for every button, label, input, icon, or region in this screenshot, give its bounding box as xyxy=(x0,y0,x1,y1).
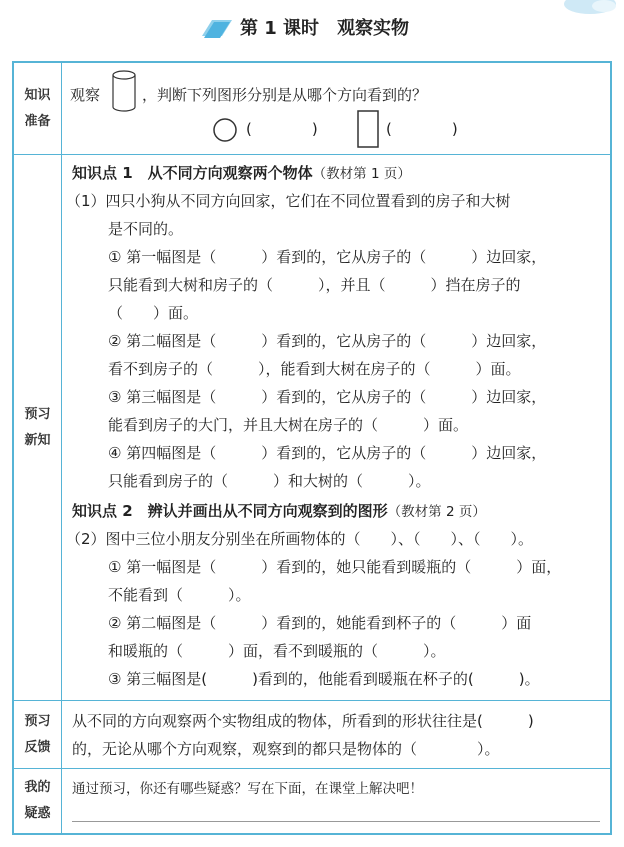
question-2-line-1: （2）图中三位小朋友分别坐在所画物体的（ ）、（ ）、（ ）。 xyxy=(66,530,534,548)
row-content xyxy=(62,155,610,700)
row-my-questions xyxy=(14,769,610,833)
dog-4-line-1: ④ 第四幅图是（ ）看到的，它从房子的（ ）边回家， xyxy=(108,444,547,462)
row-content xyxy=(62,701,610,768)
row-label: 我的 疑惑 xyxy=(14,769,62,833)
knowledge-point-2: 知识点 2 辨认并画出从不同方向观察到的图形（教材第 2 页） xyxy=(72,502,486,520)
lesson-name: 观察实物 xyxy=(337,18,410,39)
rectangle-view-icon xyxy=(356,109,380,149)
dog-4-line-2: 只能看到房子的（ ）和大树的（ ）。 xyxy=(108,472,431,490)
feedback-line-2: 的，无论从哪个方向观察，观察到的都只是物体的（ ）。 xyxy=(72,740,500,758)
cylinder-icon xyxy=(110,69,138,113)
row-new-knowledge xyxy=(14,155,610,701)
dog-2-line-1: ② 第二幅图是（ ）看到的，它从房子的（ ）边回家， xyxy=(108,332,547,350)
dog-1-line-1: ① 第一幅图是（ ）看到的，它从房子的（ ）边回家， xyxy=(108,248,547,266)
preview-table xyxy=(12,61,612,835)
dog-1-line-2: 只能看到大树和房子的（ ），并且（ ）挡在房子的 xyxy=(108,276,521,294)
question-1-line-2: 是不同的。 xyxy=(108,220,184,238)
answer-blank-1[interactable]: ( ) xyxy=(246,120,318,138)
child-1-line-1: ① 第一幅图是（ ）看到的，她只能看到暖瓶的（ ）面， xyxy=(108,558,562,576)
circle-view-icon xyxy=(212,117,238,143)
dog-3-line-1: ③ 第三幅图是（ ）看到的，它从房子的（ ）边回家， xyxy=(108,388,547,406)
row-label: 知识 准备 xyxy=(14,63,62,154)
child-2-line-2: 和暖瓶的（ ）面，看不到暖瓶的（ ）。 xyxy=(108,642,446,660)
row-label: 预习 新知 xyxy=(14,155,62,700)
dog-3-line-2: 能看到房子的大门，并且大树在房子的（ ）面。 xyxy=(108,416,469,434)
row-content xyxy=(62,63,610,154)
lesson-number: 第 1 课时 xyxy=(240,18,320,39)
row-feedback xyxy=(14,701,610,769)
lesson-title xyxy=(240,14,409,40)
question-1-line-1: （1）四只小狗从不同方向回家，它们在不同位置看到的房子和大树 xyxy=(66,192,511,210)
child-2-line-1: ② 第二幅图是（ ）看到的，她能看到杯子的（ ）面 xyxy=(108,614,532,632)
dog-1-line-3: （ ）面。 xyxy=(108,304,199,322)
feedback-line-1: 从不同的方向观察两个实物组成的物体，所看到的形状往往是( ) xyxy=(72,712,534,730)
book-icon xyxy=(200,16,234,40)
questions-prompt: 通过预习，你还有哪些疑惑？写在下面，在课堂上解决吧！ xyxy=(72,781,423,797)
knowledge-point-1: 知识点 1 从不同方向观察两个物体（教材第 1 页） xyxy=(72,164,411,182)
prep-prefix: 观察 xyxy=(70,86,101,104)
page-header xyxy=(0,0,624,54)
dog-2-line-2: 看不到房子的（ ），能看到大树在房子的（ ）面。 xyxy=(108,360,521,378)
answer-write-line[interactable] xyxy=(72,821,600,822)
answer-blank-2[interactable]: ( ) xyxy=(386,120,458,138)
row-label: 预习 反馈 xyxy=(14,701,62,768)
prep-question: ，判断下列图形分别是从哪个方向看到的？ xyxy=(142,86,428,104)
row-content xyxy=(62,769,610,833)
row-knowledge-prep xyxy=(14,63,610,155)
child-1-line-2: 不能看到（ ）。 xyxy=(108,586,251,604)
child-3-line-1: ③ 第三幅图是( )看到的，他能看到暖瓶在杯子的( )。 xyxy=(108,670,540,688)
cloud-icon xyxy=(560,0,624,20)
